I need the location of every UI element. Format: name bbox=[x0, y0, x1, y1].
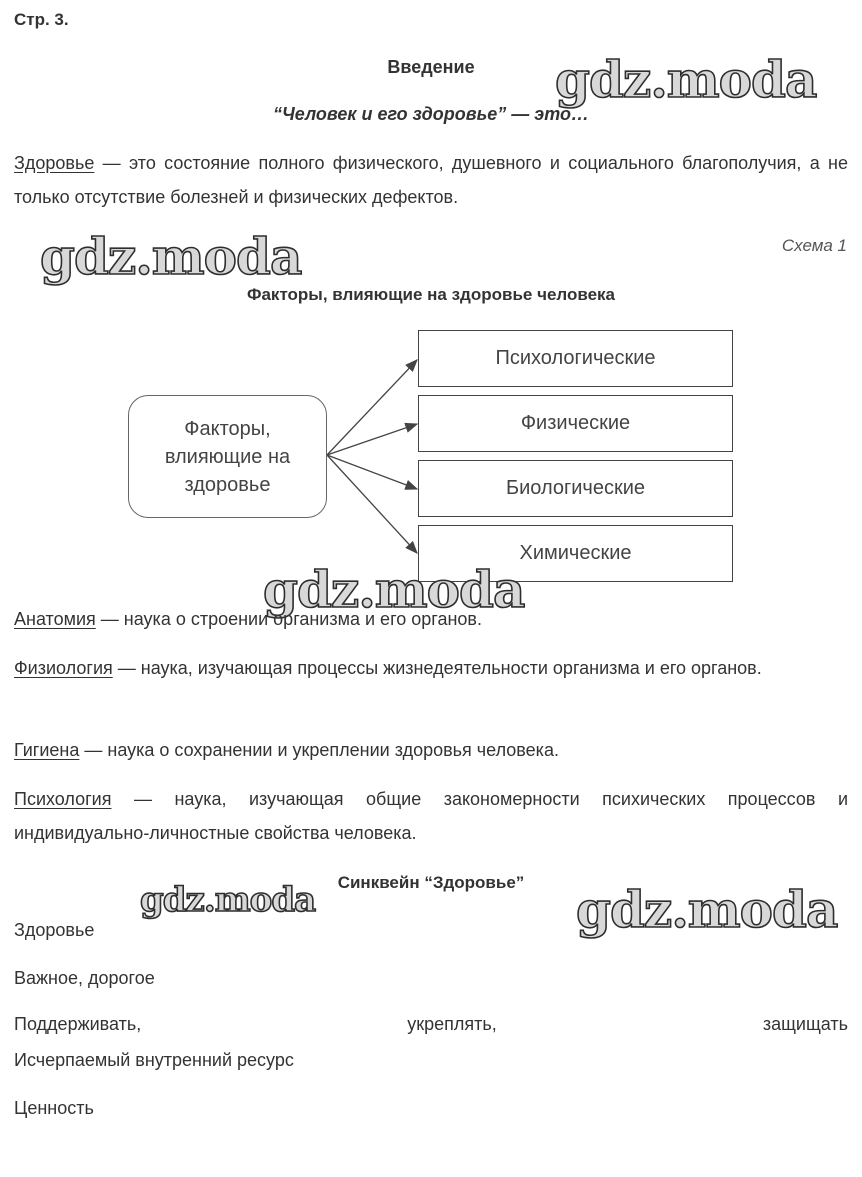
cinquain-title: Синквейн “Здоровье” bbox=[337, 873, 525, 892]
cinquain-line-1: Здоровье bbox=[14, 920, 95, 940]
scheme-label: Схема 1 bbox=[781, 236, 847, 255]
definition-anatomy-text: — наука о строении организма и его органов. bbox=[95, 609, 482, 629]
watermark: gdz.moda bbox=[555, 50, 817, 109]
term-health: Здоровье bbox=[14, 153, 95, 173]
scheme-node-psychological: Психологические bbox=[418, 330, 733, 387]
definition-physiology bbox=[14, 651, 848, 685]
term-hygiene: Гигиена bbox=[14, 740, 80, 760]
watermark: gdz.moda bbox=[576, 880, 838, 939]
cinquain-verb-2: укреплять, bbox=[407, 1014, 497, 1034]
arrow-chemical bbox=[327, 455, 417, 553]
arrow-biological bbox=[327, 455, 417, 489]
cinquain-line-4: Исчерпаемый внутренний ресурс bbox=[14, 1050, 294, 1070]
arrow-physical bbox=[327, 424, 417, 455]
definition-anatomy bbox=[14, 602, 848, 636]
subtitle: “Человек и его здоровье” — это… bbox=[273, 104, 589, 124]
arrow-psychological bbox=[327, 360, 417, 455]
term-anatomy: Анатомия bbox=[14, 609, 96, 629]
scheme-node-chemical: Химические bbox=[418, 525, 733, 582]
definition-hygiene bbox=[14, 733, 848, 767]
definition-physiology-text: — наука, изучающая процессы жизнедеятельности организма и его органов. bbox=[112, 658, 762, 678]
cinquain-line-2: Важное, дорогое bbox=[14, 968, 155, 988]
definition-psychology-text: — наука, изучающая общие закономерности психических процессов и индивидуально-личностные свойства человека. bbox=[14, 789, 848, 843]
watermark: gdz.moda bbox=[263, 560, 525, 619]
scheme-title: Факторы, влияющие на здоровье человека bbox=[246, 285, 616, 304]
watermark: gdz.moda bbox=[140, 880, 316, 920]
cinquain-verb-3: защищать bbox=[762, 1014, 848, 1034]
cinquain-verb-1: Поддерживать, bbox=[14, 1014, 142, 1034]
cinquain-line-5: Ценность bbox=[14, 1098, 94, 1118]
definition-hygiene-text: — наука о сохранении и укреплении здоровья человека. bbox=[79, 740, 559, 760]
page-number: Стр. 3. bbox=[14, 10, 69, 29]
section-title: Введение bbox=[387, 57, 475, 77]
cinquain-line-3 bbox=[14, 1014, 848, 1035]
watermark: gdz.moda bbox=[40, 227, 302, 286]
term-psychology: Психология bbox=[14, 789, 112, 809]
term-physiology: Физиология bbox=[14, 658, 113, 678]
scheme-center-node: Факторы, влияющие на здоровье bbox=[128, 395, 327, 518]
definition-psychology bbox=[14, 782, 848, 850]
scheme-node-biological: Биологические bbox=[418, 460, 733, 517]
definition-health-text: — это состояние полного физического, душевного и социального благополучия, а не только отсутствие болезней и физических дефектов. bbox=[14, 153, 848, 207]
scheme-node-physical: Физические bbox=[418, 395, 733, 452]
